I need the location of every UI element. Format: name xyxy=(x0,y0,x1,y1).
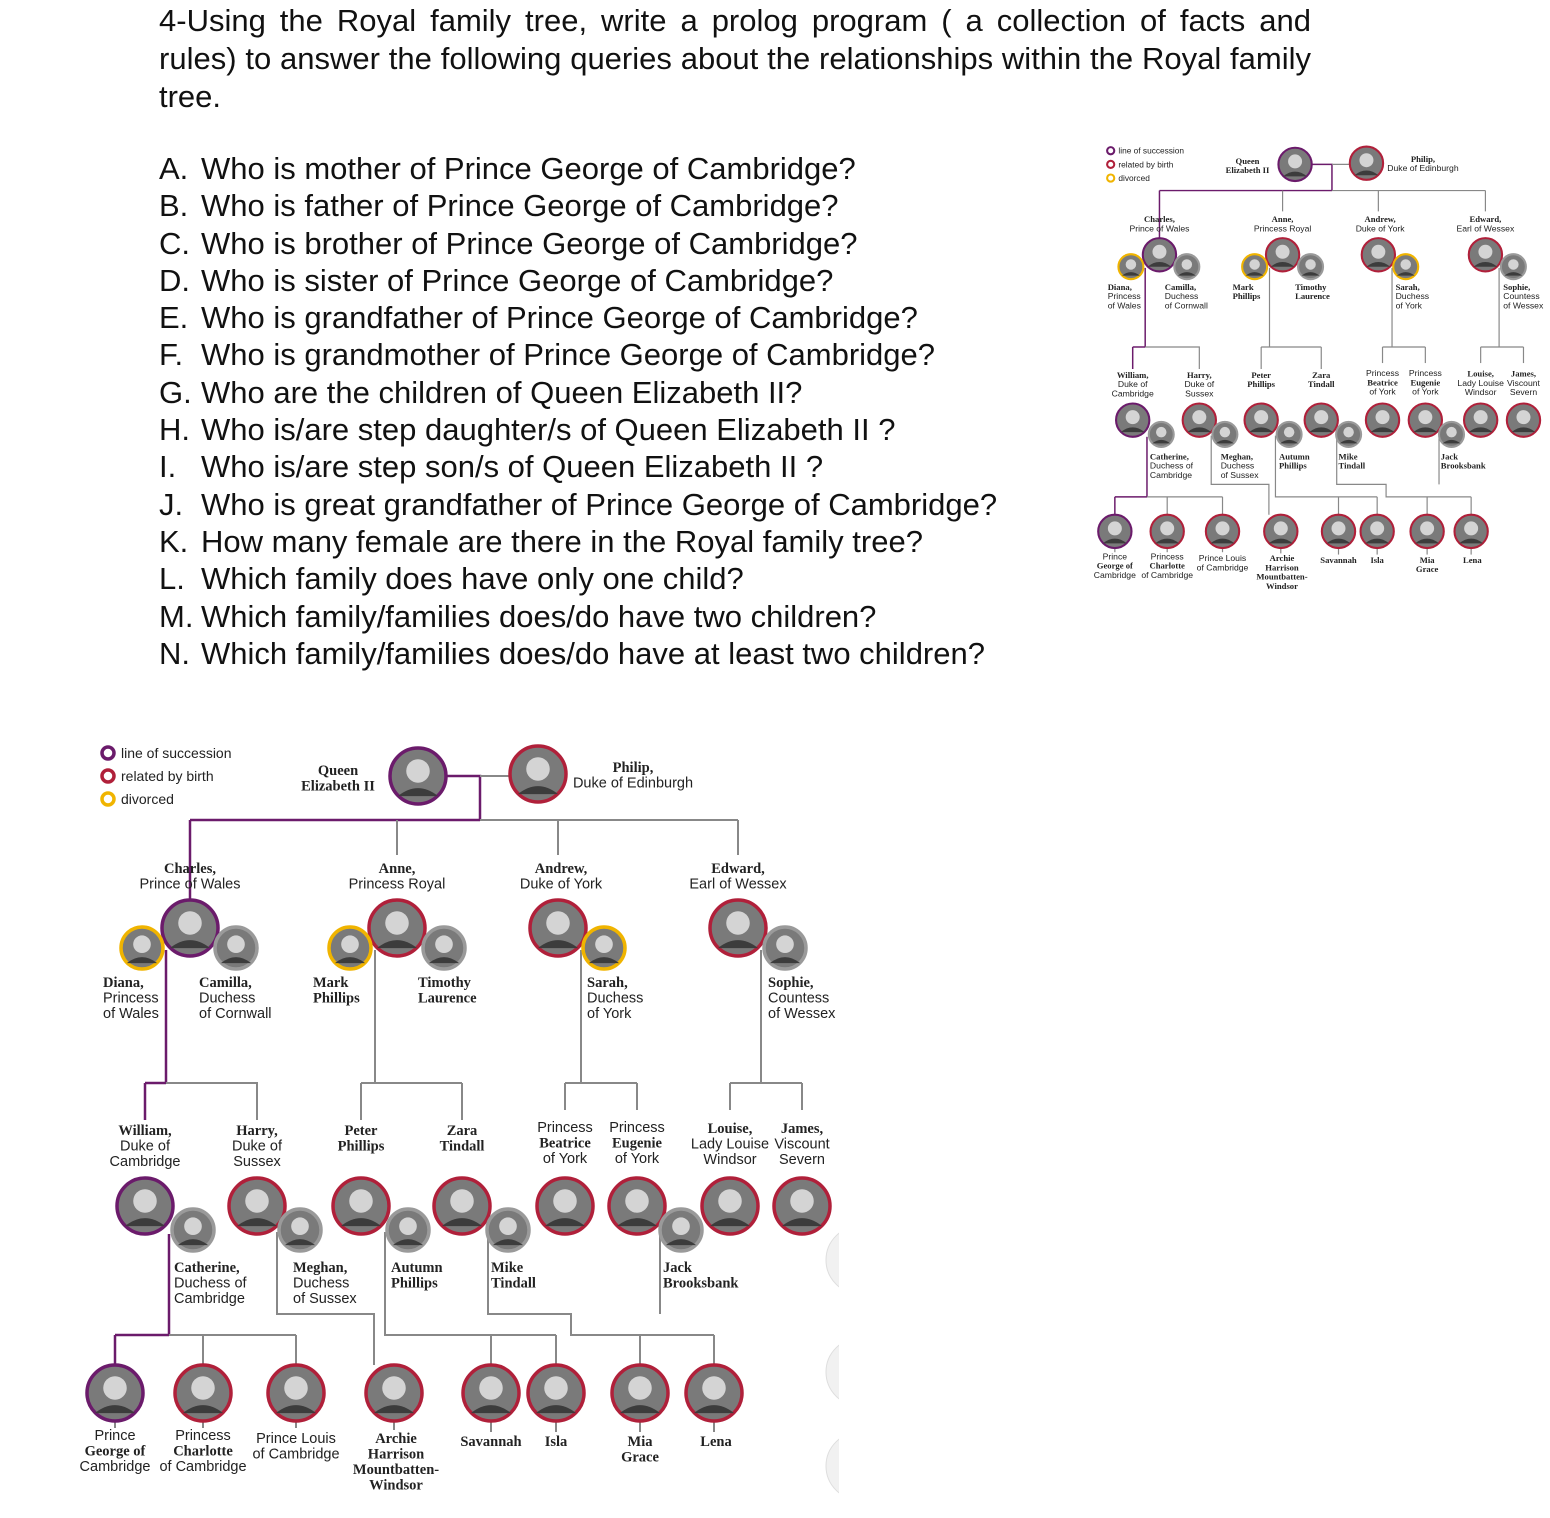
face-icon xyxy=(546,911,570,935)
face-icon xyxy=(526,757,550,781)
face-icon xyxy=(595,935,613,953)
assignment-intro: 4-Using the Royal family tree, write a prolog program ( a collection of facts and rules) to answer the following queries about the relationships within the Royal family tree. xyxy=(159,3,1311,114)
question-item xyxy=(159,336,997,373)
thumb-person-label: Edward, Earl of Wessex xyxy=(1456,214,1515,234)
person-label: Princess Charlotte of Cambridge xyxy=(159,1428,247,1475)
person-label: Anne, Princess Royal xyxy=(348,861,446,893)
person-label: Prince Louis of Cambridge xyxy=(252,1431,340,1463)
face-icon xyxy=(227,935,245,953)
thumb-person-label: Sophie, Countess of Wessex xyxy=(1503,281,1544,311)
question-letter: M. xyxy=(159,598,194,634)
thumb-face-icon xyxy=(1446,427,1456,437)
question-text: Who is great grandfather of Prince George of Cambridge? xyxy=(201,486,998,522)
thumb-person-label: Mark Phillips xyxy=(1232,281,1261,302)
person-label: Edward, Earl of Wessex xyxy=(689,861,787,893)
face-icon xyxy=(479,1376,503,1400)
thumb-face-icon xyxy=(1192,410,1206,424)
question-letter: A. xyxy=(159,151,189,186)
question-text: Which family does have only one child? xyxy=(201,561,744,597)
face-icon xyxy=(435,935,453,953)
thumb-person-label: James, Viscount Severn xyxy=(1507,368,1540,398)
question-letter: N. xyxy=(159,635,190,671)
question-item xyxy=(159,225,997,262)
thumb-person-label: Savannah xyxy=(1320,554,1357,565)
legend-label: line of succession xyxy=(121,745,232,761)
question-text: Who is brother of Prince George of Cambridge? xyxy=(201,225,858,261)
thumb-legend-label: line of succession xyxy=(1118,145,1185,156)
face-icon xyxy=(406,759,430,783)
face-icon xyxy=(191,1376,215,1400)
question-item xyxy=(159,187,997,224)
person-label: Isla xyxy=(544,1434,568,1450)
face-icon xyxy=(450,1189,474,1213)
thumb-face-icon xyxy=(1418,410,1432,424)
person-label: Sophie, Countess of Wessex xyxy=(768,975,836,1022)
thumb-face-icon xyxy=(1254,410,1268,424)
person-label: Philip, Duke of Edinburgh xyxy=(572,760,694,792)
question-item xyxy=(159,598,997,635)
thumb-person-label: Isla xyxy=(1370,554,1384,565)
face-icon xyxy=(776,935,794,953)
face-icon xyxy=(625,1189,649,1213)
thumb-face-icon xyxy=(1276,245,1290,259)
question-letter: I. xyxy=(159,449,177,485)
person-label: Autumn Phillips xyxy=(391,1260,443,1292)
thumb-person-savannah xyxy=(1320,515,1357,565)
person-label: Louise, Lady Louise Windsor xyxy=(690,1121,770,1168)
face-icon xyxy=(133,935,151,953)
person-label: Harry, Duke of Sussex xyxy=(232,1123,282,1170)
question-letter: B. xyxy=(159,188,189,224)
thumb-face-icon xyxy=(1332,521,1346,535)
person-label: Sarah, Duchess of York xyxy=(587,975,644,1022)
legend-label: divorced xyxy=(121,791,174,807)
face-icon xyxy=(726,911,750,935)
thumb-person-label: Jack Brooksbank xyxy=(1440,451,1486,471)
person-label: James, Viscount Severn xyxy=(774,1121,830,1168)
question-text: Who is father of Prince George of Cambridge? xyxy=(201,188,839,224)
person-label: Lena xyxy=(700,1434,732,1450)
question-letter: E. xyxy=(159,300,189,336)
question-item xyxy=(159,374,997,411)
question-item xyxy=(159,448,997,485)
thumb-person-label: Queen Elizabeth II xyxy=(1225,155,1270,176)
thumb-person-label: Prince George of Cambridge xyxy=(1093,551,1136,580)
thumb-face-icon xyxy=(1126,410,1140,424)
thumb-face-icon xyxy=(1249,259,1259,269)
thumb-face-icon xyxy=(1420,521,1434,535)
person-label: Archie Harrison Mountbatten-Windsor xyxy=(352,1431,440,1494)
person-label: Princess Beatrice of York xyxy=(537,1120,593,1167)
royal-family-tree-large xyxy=(27,735,839,1505)
question-item xyxy=(159,635,997,672)
question-item xyxy=(159,411,997,448)
face-icon xyxy=(628,1376,652,1400)
thumb-face-icon xyxy=(1464,521,1478,535)
thumb-person-label: Autumn Phillips xyxy=(1279,451,1310,471)
thumb-person-label: Charles, Prince of Wales xyxy=(1129,214,1190,234)
legend-ring-icon xyxy=(102,793,114,805)
question-list xyxy=(159,150,997,672)
person-label: William, Duke of Cambridge xyxy=(109,1123,181,1170)
thumb-face-icon xyxy=(1478,245,1492,259)
question-item xyxy=(159,299,997,336)
face-icon xyxy=(790,1189,814,1213)
face-icon xyxy=(544,1376,568,1400)
thumb-face-icon xyxy=(1220,427,1230,437)
person-label: Charles, Prince of Wales xyxy=(139,861,241,893)
thumb-person-label: Sarah, Duchess of York xyxy=(1395,281,1430,311)
thumb-face-icon xyxy=(1370,521,1384,535)
thumb-face-icon xyxy=(1400,259,1410,269)
question-item xyxy=(159,150,997,187)
face-icon xyxy=(284,1376,308,1400)
thumb-face-icon xyxy=(1359,153,1373,167)
thumb-face-icon xyxy=(1474,410,1488,424)
question-letter: J. xyxy=(159,486,184,522)
person-label: Mark Phillips xyxy=(313,975,360,1007)
thumb-person-label: Princess Charlotte of Cambridge xyxy=(1141,551,1194,580)
thumb-face-icon xyxy=(1182,259,1192,269)
person-label: Timothy Laurence xyxy=(418,975,477,1007)
person-label: Catherine, Duchess of Cambridge xyxy=(174,1260,247,1307)
thumb-face-icon xyxy=(1284,427,1294,437)
thumb-person-label: Lena xyxy=(1462,554,1482,565)
thumb-face-icon xyxy=(1108,521,1122,535)
face-icon xyxy=(385,911,409,935)
thumb-person-label: Timothy Laurence xyxy=(1295,281,1330,302)
royal-family-tree-thumbnail xyxy=(1058,140,1550,598)
question-text: Who is grandfather of Prince George of Cambridge? xyxy=(201,300,918,336)
face-icon xyxy=(702,1376,726,1400)
person-label: Meghan, Duchess of Sussex xyxy=(293,1260,357,1307)
question-letter: C. xyxy=(159,225,190,261)
thumb-face-icon xyxy=(1314,410,1328,424)
person-label: Peter Phillips xyxy=(337,1123,385,1155)
thumb-person-label: Archie Harrison Mountbatten-Windsor xyxy=(1256,553,1308,591)
question-item xyxy=(159,523,997,560)
face-icon xyxy=(178,911,202,935)
thumb-person-label: Diana, Princess of Wales xyxy=(1107,281,1141,311)
face-icon xyxy=(184,1217,202,1235)
face-icon xyxy=(399,1217,417,1235)
thumb-person-label: Mia Grace xyxy=(1415,554,1439,575)
face-icon xyxy=(349,1189,373,1213)
thumb-face-icon xyxy=(1126,259,1136,269)
thumb-face-icon xyxy=(1305,259,1315,269)
question-text: Who is/are step daughter/s of Queen Elizabeth II ? xyxy=(201,412,896,448)
person-label: Andrew, Duke of York xyxy=(519,861,603,893)
question-letter: L. xyxy=(159,561,185,597)
face-icon xyxy=(245,1189,269,1213)
thumb-face-icon xyxy=(1508,259,1518,269)
thumb-person-label: Catherine, Duchess of Cambridge xyxy=(1149,451,1194,480)
thumb-person-label: Peter Phillips xyxy=(1247,369,1276,390)
thumb-face-icon xyxy=(1371,245,1385,259)
person-label: Jack Brooksbank xyxy=(663,1260,739,1292)
thumb-person-label: Philip, Duke of Edinburgh xyxy=(1387,154,1459,174)
thumb-person-label: Princess Beatrice of York xyxy=(1366,368,1400,397)
thumb-face-icon xyxy=(1216,521,1230,535)
thumb-person-label: Mike Tindall xyxy=(1338,451,1366,471)
face-icon xyxy=(103,1376,127,1400)
face-icon xyxy=(553,1189,577,1213)
person-label: Diana, Princess of Wales xyxy=(103,975,159,1022)
thumb-legend-label: related by birth xyxy=(1118,159,1174,170)
thumb-face-icon xyxy=(1288,154,1302,168)
thumb-legend-label: divorced xyxy=(1118,173,1150,184)
question-text: Which family/families does/do have at least two children? xyxy=(201,635,985,671)
person-label: Camilla, Duchess of Cornwall xyxy=(199,975,272,1022)
question-text: Who is grandmother of Prince George of Cambridge? xyxy=(201,337,936,373)
thumb-face-icon xyxy=(1274,521,1288,535)
thumb-person-label: Prince Louis of Cambridge xyxy=(1196,553,1249,573)
thumb-person-label: Meghan, Duchess of Sussex xyxy=(1220,451,1259,480)
thumb-face-icon xyxy=(1156,427,1166,437)
question-text: Who is sister of Prince George of Cambridge? xyxy=(201,262,834,298)
face-icon xyxy=(672,1217,690,1235)
person-label: Queen Elizabeth II xyxy=(301,763,375,795)
thumb-legend-ring-icon xyxy=(1107,174,1114,181)
question-item xyxy=(159,560,997,597)
thumb-person-label: Princess Eugenie of York xyxy=(1408,368,1442,397)
thumb-face-icon xyxy=(1376,410,1390,424)
face-icon xyxy=(382,1376,406,1400)
person-savannah xyxy=(460,1365,521,1450)
question-letter: G. xyxy=(159,374,192,410)
thumb-person-label: Zara Tindall xyxy=(1307,369,1335,390)
thumb-person-label: Louise, Lady Louise Windsor xyxy=(1457,368,1504,398)
thumb-face-icon xyxy=(1343,427,1353,437)
face-icon xyxy=(341,935,359,953)
thumb-face-icon xyxy=(1152,245,1166,259)
legend-ring-icon xyxy=(102,770,114,782)
face-icon xyxy=(291,1217,309,1235)
question-text: How many female are there in the Royal family tree? xyxy=(201,523,923,559)
question-text: Who is mother of Prince George of Cambridge? xyxy=(201,151,856,186)
thumb-legend-ring-icon xyxy=(1107,161,1114,168)
thumb-person-label: Andrew, Duke of York xyxy=(1355,214,1405,234)
legend-label: related by birth xyxy=(121,768,214,784)
thumb-face-icon xyxy=(1160,521,1174,535)
thumb-face-icon xyxy=(1516,410,1530,424)
thumb-person-label: Camilla, Duchess of Cornwall xyxy=(1164,281,1208,311)
person-label: Savannah xyxy=(460,1434,522,1450)
thumb-person-label: Anne, Princess Royal xyxy=(1253,214,1312,234)
face-icon xyxy=(718,1189,742,1213)
thumb-person-label: William, Duke of Cambridge xyxy=(1111,369,1154,399)
person-label: Prince George of Cambridge xyxy=(79,1428,151,1475)
question-item xyxy=(159,262,997,299)
face-icon xyxy=(133,1189,157,1213)
question-letter: K. xyxy=(159,523,189,559)
question-text: Who is/are step son/s of Queen Elizabeth II ? xyxy=(201,449,824,485)
person-label: Mike Tindall xyxy=(491,1260,536,1292)
legend-ring-icon xyxy=(102,747,114,759)
person-label: Princess Eugenie of York xyxy=(609,1120,665,1167)
question-letter: F. xyxy=(159,337,184,373)
question-item xyxy=(159,486,997,523)
question-letter: H. xyxy=(159,412,190,448)
question-text: Which family/families does/do have two children? xyxy=(201,598,877,634)
question-letter: D. xyxy=(159,262,190,298)
person-label: Zara Tindall xyxy=(439,1123,485,1155)
thumb-legend-ring-icon xyxy=(1107,147,1114,154)
question-text: Who are the children of Queen Elizabeth II? xyxy=(201,374,803,410)
thumb-person-label: Harry, Duke of Sussex xyxy=(1184,369,1215,399)
person-label: Mia Grace xyxy=(621,1434,659,1466)
face-icon xyxy=(499,1217,517,1235)
